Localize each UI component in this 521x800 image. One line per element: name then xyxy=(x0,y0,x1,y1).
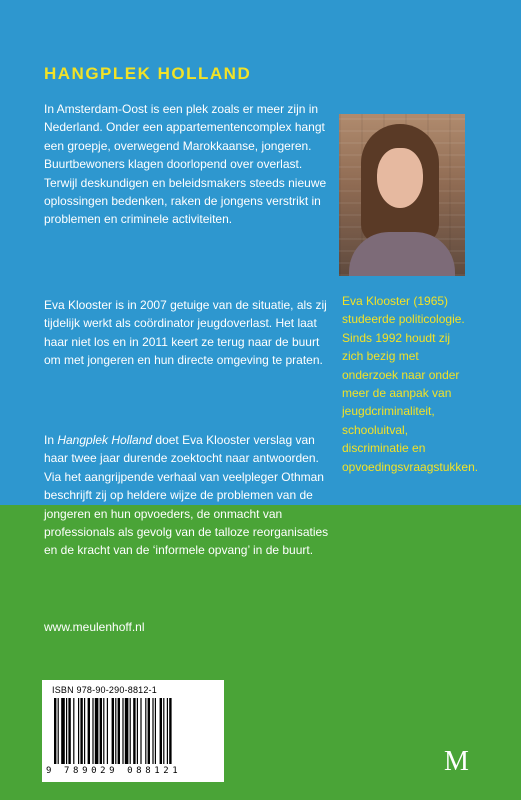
publisher-website: www.meulenhoff.nl xyxy=(44,620,145,634)
barcode-bar xyxy=(140,698,141,764)
blurb-paragraph-2: Eva Klooster is in 2007 getuige van de situatie, als zij tijdelijk werkt als coördinator jeugdoverlast. Het laat haar niet los en in 2011 keert ze terug naar de buurt om met jongeren en hun directe omgeving te praten. xyxy=(44,298,327,368)
barcode-bar xyxy=(155,698,156,764)
blurb-paragraph-3 xyxy=(44,431,334,560)
barcode-digits: 9 789029 088121 xyxy=(46,766,182,776)
barcode-bar xyxy=(78,698,79,764)
barcode-bar xyxy=(107,698,108,764)
barcode-bar xyxy=(100,698,102,764)
barcode-bar xyxy=(103,698,104,764)
barcode-bar xyxy=(84,698,85,764)
barcode-bar xyxy=(125,698,129,764)
barcode-bar xyxy=(118,698,120,764)
barcode-bar xyxy=(61,698,65,764)
barcode-bar xyxy=(148,698,150,764)
barcode-bar xyxy=(80,698,82,764)
barcode-bar xyxy=(92,698,93,764)
barcode-bar xyxy=(133,698,135,764)
barcode-bar xyxy=(169,698,171,764)
blurb-paragraph-3-prefix: In xyxy=(44,433,58,447)
book-title: HANGPLEK HOLLAND xyxy=(44,64,252,83)
barcode-bar xyxy=(58,698,59,764)
barcode-bar xyxy=(145,698,146,764)
barcode-bar xyxy=(152,698,153,764)
photo-face xyxy=(377,148,423,208)
author-photo xyxy=(339,114,465,276)
blurb-paragraph-3-rest: doet Eva Klooster verslag van haar twee jaar durende zoektocht naar antwoorden. Via het aangrijpende verhaal van veelpleger Othman beschrijft zij op heldere wijze de problemen van de jongeren en hun opvoeders, de onmacht van professionals als gevolg van de talloze reorganisaties en de kracht van de ‘informele opvang’ in de buurt. xyxy=(44,433,329,558)
barcode-bar xyxy=(167,698,168,764)
meulenhoff-logo: M xyxy=(444,746,469,777)
barcode-bar xyxy=(137,698,138,764)
barcode-bar xyxy=(95,698,99,764)
blurb-book-title-italic: Hangplek Holland xyxy=(57,433,153,447)
barcode-bar xyxy=(73,698,74,764)
author-bio: Eva Klooster (1965) studeerde politicologie. Sinds 1992 houdt zij zich bezig met onderzoek naar onder meer de aanpak van jeugdcriminaliteit, schooluitval, discriminatie en opvoedingsvraagstukken. xyxy=(342,294,479,474)
barcode-icon xyxy=(54,698,216,764)
barcode-bar xyxy=(66,698,67,764)
barcode-bar xyxy=(54,698,56,764)
barcode-bar xyxy=(112,698,114,764)
blurb-paragraph-1: In Amsterdam-Oost is een plek zoals er meer zijn in Nederland. Onder een appartementencomplex hangt een groepje, overwegend Marokkaanse, jongeren. Buurtbewoners klagen doorlopend over overlast. Terwijl deskundigen en beleidsmakers steeds nieuwe oplossingen bedenken, raken de jongens verstrikt in problemen en criminele activiteiten. xyxy=(44,102,327,227)
barcode-bar xyxy=(68,698,70,764)
barcode-bar xyxy=(130,698,131,764)
barcode-bar xyxy=(88,698,90,764)
isbn-text: ISBN 978-90-290-8812-1 xyxy=(52,685,157,695)
barcode-bar xyxy=(160,698,162,764)
barcode-bar xyxy=(163,698,164,764)
barcode-bar xyxy=(115,698,116,764)
barcode-bar xyxy=(122,698,123,764)
barcode-label xyxy=(42,680,224,782)
